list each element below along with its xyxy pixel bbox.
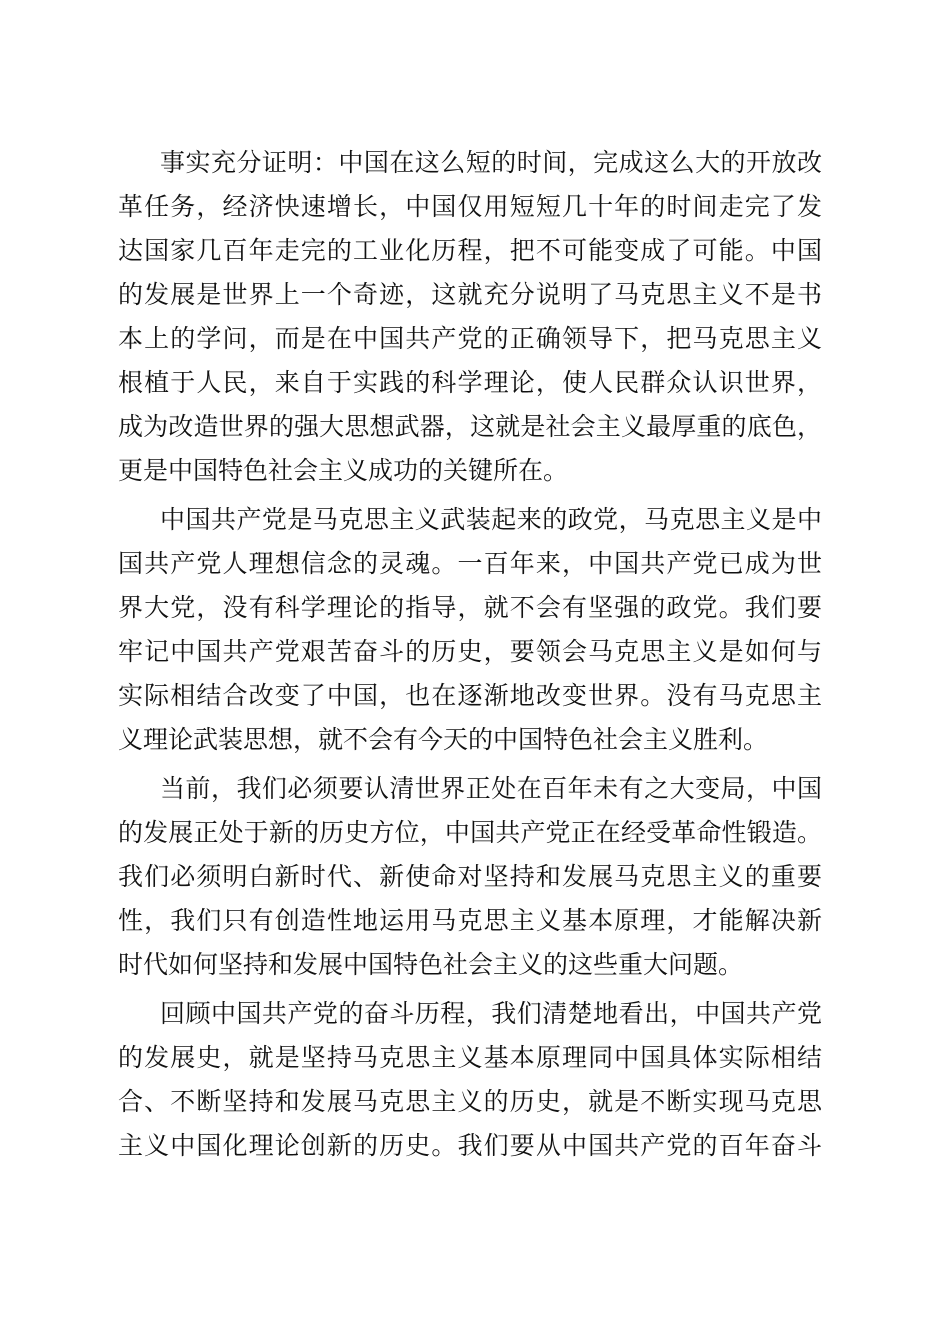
text-line: 回顾中国共产党的奋斗历程，我们清楚地看出，中国共产党 — [160, 999, 822, 1028]
text-line: 的发展是世界上一个奇迹，这就充分说明了马克思主义不是书 — [118, 280, 822, 309]
text-line: 根植于人民，来自于实践的科学理论，使人民群众认识世界， — [118, 368, 822, 397]
text-line: 成为改造世界的强大思想武器，这就是社会主义最厚重的底色， — [118, 412, 822, 441]
text-line: 国共产党人理想信念的灵魂。一百年来，中国共产党已成为世 — [118, 549, 822, 578]
text-line: 当前，我们必须要认清世界正处在百年未有之大变局，中国 — [160, 774, 822, 803]
body-text — [118, 141, 822, 1173]
text-line: 义理论武装思想，就不会有今天的中国特色社会主义胜利。 — [118, 725, 769, 754]
paragraph-2 — [118, 498, 822, 762]
text-line: 我们必须明白新时代、新使命对坚持和发展马克思主义的重要 — [118, 862, 822, 891]
paragraph-1 — [118, 141, 822, 493]
text-line: 牢记中国共产党艰苦奋斗的历史，要领会马克思主义是如何与 — [118, 637, 822, 666]
paragraph-3 — [118, 767, 822, 987]
text-line: 事实充分证明：中国在这么短的时间，完成这么大的开放改 — [160, 148, 822, 177]
text-line: 的发展史，就是坚持马克思主义基本原理同中国具体实际相结 — [118, 1043, 822, 1072]
text-line: 革任务，经济快速增长，中国仅用短短几十年的时间走完了发 — [118, 192, 822, 221]
text-line: 达国家几百年走完的工业化历程，把不可能变成了可能。中国 — [118, 236, 822, 265]
text-line: 性，我们只有创造性地运用马克思主义基本原理，才能解决新 — [118, 906, 822, 935]
text-line: 本上的学问，而是在中国共产党的正确领导下，把马克思主义 — [118, 324, 822, 353]
text-line: 更是中国特色社会主义成功的关键所在。 — [118, 456, 569, 485]
text-line: 主义中国化理论创新的历史。我们要从中国共产党的百年奋斗 — [118, 1131, 822, 1160]
paragraph-4 — [118, 992, 822, 1168]
text-line: 界大党，没有科学理论的指导，就不会有坚强的政党。我们要 — [118, 593, 822, 622]
text-line: 的发展正处于新的历史方位，中国共产党正在经受革命性锻造。 — [118, 818, 822, 847]
text-line: 合、不断坚持和发展马克思主义的历史，就是不断实现马克思 — [118, 1087, 822, 1116]
text-line: 中国共产党是马克思主义武装起来的政党，马克思主义是中 — [160, 505, 822, 534]
text-line: 时代如何坚持和发展中国特色社会主义的这些重大问题。 — [118, 950, 744, 979]
text-line: 实际相结合改变了中国，也在逐渐地改变世界。没有马克思主 — [118, 681, 822, 710]
